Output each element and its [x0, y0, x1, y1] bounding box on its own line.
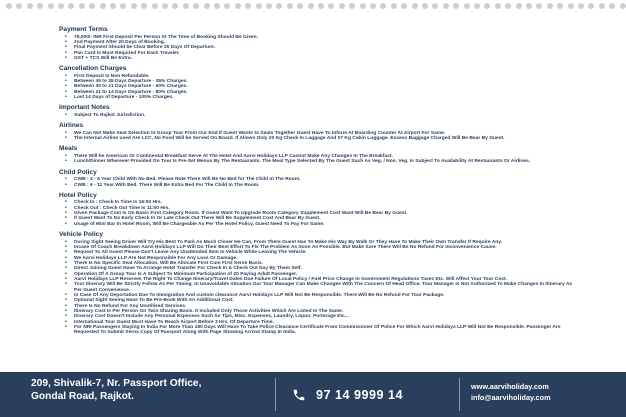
- footer-bar: [0, 372, 626, 417]
- section-heading: Cancellation Charges: [59, 65, 127, 73]
- list-item: • Last 14 Days of Departure - 100% Charges.: [65, 95, 579, 100]
- decorative-dot: [443, 3, 449, 9]
- decorative-dot: [349, 3, 355, 9]
- decorative-dot: [110, 3, 116, 9]
- decorative-dot: [204, 3, 210, 9]
- decorative-dot: [318, 3, 324, 9]
- list-item: • Between 30 to 21 Days Departure - 60% Charges.: [65, 84, 579, 89]
- footer-divider: [275, 378, 276, 411]
- list-item: • If Guest Want To Do Early Check In Or Late Check Out There Will Be Supplement Cost And Bear By Guest.: [65, 216, 579, 221]
- decorative-dot: [432, 3, 438, 9]
- list-item: • For NRI Passengers Staying In India For More Than 180 Days Will Have To Take Police Clearance Certificate From Commissioner Of Police For Which Aarvi Holidays LLP Will Not Be Responsible. Passenger Are Requested To Submit Xerox Copy Of Passport Along With Page Showing Arrival Stamp In India.: [65, 325, 579, 336]
- section-list: [59, 240, 579, 336]
- list-item: • Subject To Rajkot Jurisdiction.: [65, 113, 579, 118]
- section-heading: Meals: [59, 145, 78, 153]
- list-item: • In Case Of Any Deportation Due To Immigration And custom clearance Aarvi Holidays LLP Will Not Be Responsible. There Will Be No Refund For Tour Package.: [65, 293, 579, 298]
- list-item: • GST + TCS Will Be Extra.: [65, 56, 579, 61]
- decorative-dot: [547, 3, 553, 9]
- policy-section: [59, 231, 579, 336]
- list-item: • Incase Of Coach Breakdown Aarvi Holidays LLP Will Do Their Best Effort To Fix The Problem As Soon As Possible. But Make Sure There Will Be No Refund For Inconvenience Cause.: [65, 245, 579, 250]
- decorative-dot: [16, 3, 22, 9]
- list-item: • 75,000/- INR First Deposit Per Person At The Time of Booking Should Be Given.: [65, 35, 579, 40]
- list-item: • Pan Card Is Must Required For Each Traveler.: [65, 51, 579, 56]
- section-list: [59, 154, 579, 165]
- address-line-1: 209, Shivalik-7, Nr. Passport Office,: [31, 378, 202, 389]
- decorative-dot: [266, 3, 272, 9]
- decorative-dot: [6, 3, 12, 9]
- policy-section: [59, 169, 579, 188]
- decorative-dot: [27, 3, 33, 9]
- decorative-dot: [380, 3, 386, 9]
- list-item: • There Is No Refund For Any Unutilised Services.: [65, 304, 579, 309]
- list-item: • Check In : Check In Time Is 15:00 Hrs.: [65, 200, 579, 205]
- decorative-dot: [245, 3, 251, 9]
- decorative-dot: [183, 3, 189, 9]
- decorative-dot: [235, 3, 241, 9]
- decorative-dot: [464, 3, 470, 9]
- section-heading: Important Notes: [59, 104, 110, 112]
- decorative-dot: [412, 3, 418, 9]
- list-item: • Lunch/Dinner Wherever Provided On Tour Is Pre-Set Menus By The Restaurants. The Meal Type Selected By The Guest Such As Veg. / Non. Veg. Is Subject To Availability At Restaurants Or Airlines.: [65, 159, 579, 164]
- section-list: [59, 113, 579, 118]
- decorative-dot: [360, 3, 366, 9]
- decorative-dot: [536, 3, 542, 9]
- section-heading: Hotel Policy: [59, 191, 97, 199]
- list-item: • International Tour Guest Must Have To Reach Airport Before 3 Hrs. Of Departure Time.: [65, 320, 579, 325]
- decorative-dot: [162, 3, 168, 9]
- decorative-dot: [193, 3, 199, 9]
- section-list: [59, 131, 579, 142]
- list-item: • Usage of Mini Bar In Hotel Room, Will Be Chargeable As Per The Hotel Policy, Guest Need To Pay For Same.: [65, 222, 579, 227]
- decorative-dot: [401, 3, 407, 9]
- list-item: • Aarvi Holidays LLP Reserves The Right To Change Itinerary/Travel Dates Due Failure Of Local Policy / Fuel Price Change In Government Regulations Taxes Etc. Will Affect Your Tour Cost.: [65, 277, 579, 282]
- list-item: • During Sight Seeing Driver Will Try His Best To Park As Much Closer He Can, From There Guest Has To Make His Way By Walk Or They Have To Make Their Own Transfer If Require Any.: [65, 240, 579, 245]
- list-item: • Final Payment Should be Clear Before 25 Days Of Departure.: [65, 45, 579, 50]
- decorative-dot: [370, 3, 376, 9]
- decorative-dot: [120, 3, 126, 9]
- list-item: • Tour Itinerary Will Be Strictly Follow As Per Timing. In Unavoidable Situation Our Tour Manager Can Make Changes With The Concern Of Head Office. Tour Manager Is Not Authorized To Make Changes In Itinerary As Per Guest Convenience.: [65, 282, 579, 293]
- policy-section: [59, 65, 579, 100]
- decorative-dot: [328, 3, 334, 9]
- decorative-dot: [37, 3, 43, 9]
- list-item: • There Is No Specific Seat Allocation. Will Be Allocate First Cum First Serve Basis.: [65, 261, 579, 266]
- footer-phone-number[interactable]: 97 14 9999 14: [316, 388, 404, 402]
- decorative-dot: [620, 3, 626, 9]
- section-heading: Child Policy: [59, 168, 97, 176]
- decorative-dot: [297, 3, 303, 9]
- decorative-dot: [557, 3, 563, 9]
- decorative-dot: [474, 3, 480, 9]
- address-line-2: Gondal Road, Rajkot.: [31, 390, 135, 402]
- list-item: • Operation Of A Group Tour Is A Subject To Minimum Participation of 20 Paying Adult Passenger.: [65, 272, 579, 277]
- policy-section: [59, 192, 579, 227]
- decorative-dot-row: [0, 3, 626, 9]
- decorative-dot: [422, 3, 428, 9]
- section-heading: Airlines: [59, 122, 84, 130]
- decorative-dot: [79, 3, 85, 9]
- decorative-dot: [484, 3, 490, 9]
- list-item: • 2nd Payment After 20 Days of Booking.: [65, 40, 579, 45]
- policy-section: [59, 104, 579, 118]
- decorative-dot: [588, 3, 594, 9]
- list-item: • Request To All Guest Please Don't Leave Any Unattended Item In Vehicle While Leaving The Vehicle.: [65, 250, 579, 255]
- decorative-dot: [214, 3, 220, 9]
- decorative-dot: [131, 3, 137, 9]
- list-item: • First Deposit Is Non Refundable.: [65, 74, 579, 79]
- policy-section: [59, 26, 579, 61]
- footer-address: [31, 378, 271, 403]
- decorative-dot: [339, 3, 345, 9]
- list-item: • Itinerary Cost Is Per Person On Twin Sharing Basis. It Included Only Those Activities Which Are Listed In The Same.: [65, 309, 579, 314]
- list-item: • Itinerary Cost Doesn't Include Any Personal Expenses Such As Tips, Misc. Expenses, Laundry, Liquor, Porterage Etc...: [65, 314, 579, 319]
- terms-content: [59, 26, 579, 340]
- list-item: • CWB : 6 - 11 Year With Bed. There Will Be Extra Bed For The Child In The Room.: [65, 183, 579, 188]
- decorative-dot: [609, 3, 615, 9]
- list-item: • Between 21 to 14 Days Departure - 80% Charges.: [65, 90, 579, 95]
- list-item: • We Aarvi Holidays LLP Are Not Responsible For Any Loss Or Damage.: [65, 256, 579, 261]
- decorative-dot: [68, 3, 74, 9]
- decorative-dot: [568, 3, 574, 9]
- list-item: • Optional Sight Seeing Have To Be Pre-Book With An Additional Cost.: [65, 298, 579, 303]
- decorative-dot: [516, 3, 522, 9]
- decorative-dot: [287, 3, 293, 9]
- decorative-dot: [89, 3, 95, 9]
- list-item: • Given Package Cost Is On Basic First Category Room. If Guest Want To Upgrade Room Category Supplement Cost Want Will Be Bear By Guest.: [65, 211, 579, 216]
- list-item: • The Internal Airline used Are LCC, No Food Will be Served On Board. If Allows Only 20 Kg Check In Luggage And 07 Kg Cabin Luggage. Excess Baggage Charged Will Be Bear By Guest.: [65, 136, 579, 141]
- decorative-dot: [224, 3, 230, 9]
- decorative-dot: [58, 3, 64, 9]
- decorative-dot: [453, 3, 459, 9]
- footer-email-link[interactable]: info@aarviholiday.com: [471, 392, 551, 402]
- decorative-dot: [308, 3, 314, 9]
- decorative-dot: [391, 3, 397, 9]
- decorative-dot: [495, 3, 501, 9]
- list-item: • Check Out : Check Out Time Is 11:00 Hrs.: [65, 206, 579, 211]
- decorative-dot: [276, 3, 282, 9]
- decorative-dot: [141, 3, 147, 9]
- phone-icon: [292, 388, 306, 402]
- footer-website-link[interactable]: www.aarviholiday.com: [471, 382, 549, 391]
- footer-contact: [471, 382, 611, 403]
- decorative-dot: [100, 3, 106, 9]
- policy-section: [59, 122, 579, 141]
- section-list: [59, 177, 579, 188]
- policy-section: [59, 145, 579, 164]
- decorative-dot: [152, 3, 158, 9]
- section-list: [59, 35, 579, 62]
- list-item: • Direct Joining Guest Have To Arrange Hotel Transfer For Check In & Check Out Day By Them Self.: [65, 266, 579, 271]
- footer-phone-block: [292, 384, 403, 406]
- list-item: • CWB : 3 - 6 Year Child With No Bed. Please Note There Will Be No Bed for The Child In The Room.: [65, 177, 579, 182]
- list-item: • We Can Not Make Seat Selection In Group Tour From Our End If Guest Wants to Seats Together Guest Have To Inform At Boarding Counter At Airport For Same.: [65, 131, 579, 136]
- decorative-dot: [599, 3, 605, 9]
- footer-divider: [459, 378, 460, 411]
- decorative-dot: [256, 3, 262, 9]
- decorative-dot: [505, 3, 511, 9]
- list-item: • Between 45 to 35 Days Departure - 35% Charges.: [65, 79, 579, 84]
- decorative-dot: [172, 3, 178, 9]
- decorative-dot: [526, 3, 532, 9]
- section-list: [59, 200, 579, 227]
- decorative-dot: [48, 3, 54, 9]
- decorative-dot: [578, 3, 584, 9]
- section-heading: Vehicle Policy: [59, 231, 103, 239]
- section-heading: Payment Terms: [59, 26, 108, 33]
- section-list: [59, 74, 579, 101]
- list-item: • There Will be American Or Continental Breakfast Serve At The Hotel And Aarvi Holidays LLP Cannot Make Any Changes In The Breakfast.: [65, 154, 579, 159]
